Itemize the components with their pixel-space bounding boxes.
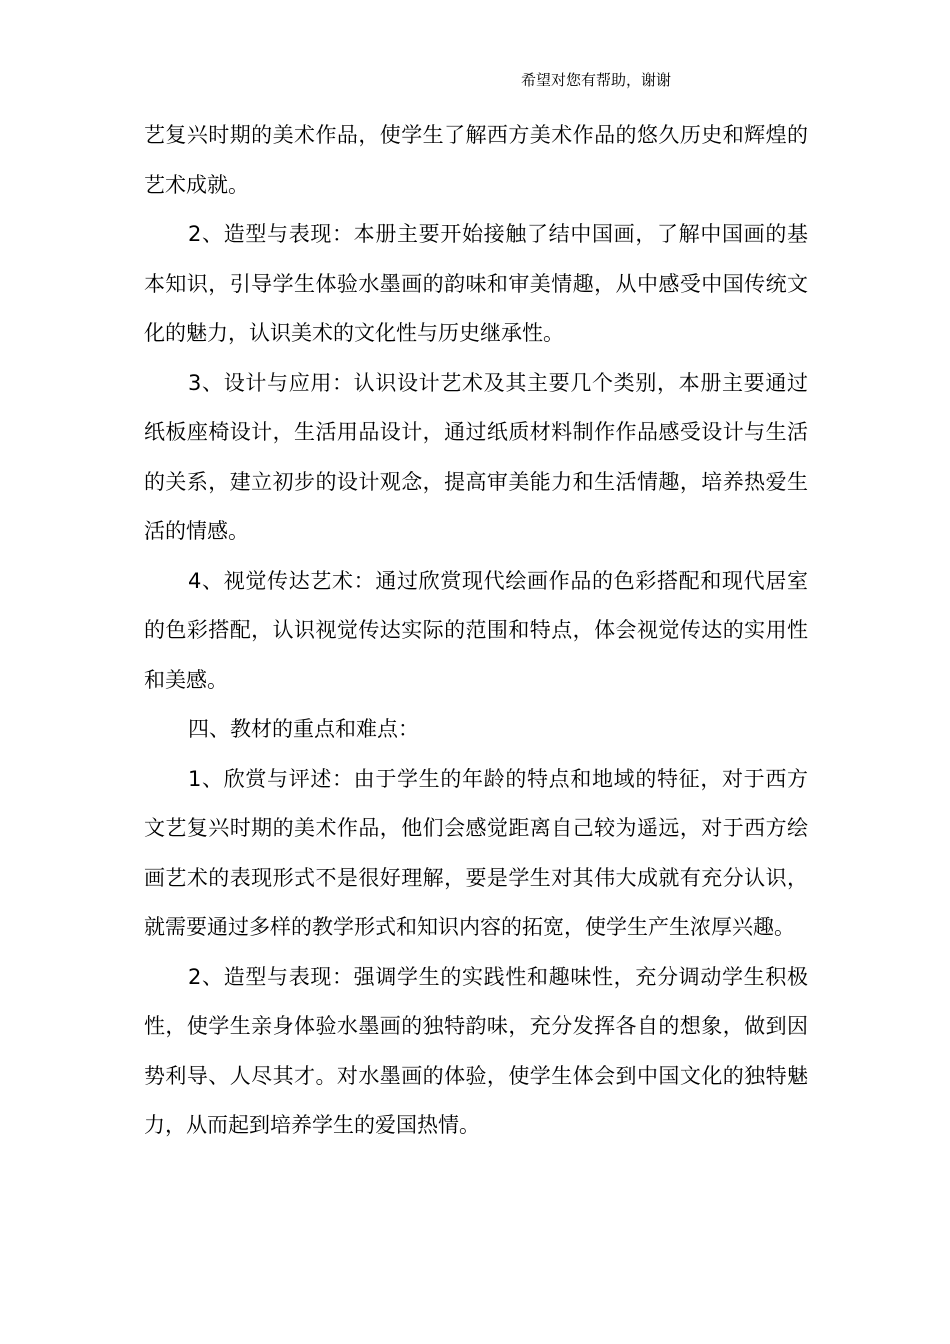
paragraph-1: 艺复兴时期的美术作品，使学生了解西方美术作品的悠久历史和辉煌的艺术成就。 xyxy=(144,123,808,197)
paragraph-2: 2、造型与表现：本册主要开始接触了结中国画，了解中国画的基本知识，引导学生体验水墨画的韵味和审美情趣，从中感受中国传统文化的魅力，认识美术的文化性与历史继承性。 xyxy=(144,222,808,345)
body-text xyxy=(144,111,808,1151)
paragraph-6: 2、造型与表现：强调学生的实践性和趣味性，充分调动学生积极性，使学生亲身体验水墨画的独特韵味，充分发挥各自的想象，做到因势利导、人尽其才。对水墨画的体验，使学生体会到中国文化的独特魅力，从而起到培养学生的爱国热情。 xyxy=(144,964,808,1137)
paragraph-3: 3、设计与应用：认识设计艺术及其主要几个类别，本册主要通过纸板座椅设计，生活用品设计，通过纸质材料制作作品感受设计与生活的关系，建立初步的设计观念，提高审美能力和生活情趣，培养热爱生活的情感。 xyxy=(144,370,808,543)
header-note: 希望对您有帮助，谢谢 xyxy=(521,71,672,89)
paragraph-4: 4、视觉传达艺术：通过欣赏现代绘画作品的色彩搭配和现代居室的色彩搭配，认识视觉传达实际的范围和特点，体会视觉传达的实用性和美感。 xyxy=(144,568,808,692)
paragraph-5: 1、欣赏与评述：由于学生的年龄的特点和地域的特征，对于西方文艺复兴时期的美术作品，他们会感觉距离自己较为遥远，对于西方绘画艺术的表现形式不是很好理解，要是学生对其伟大成就有充分认识，就需要通过多样的教学形式和知识内容的拓宽，使学生产生浓厚兴趣。 xyxy=(144,766,808,939)
section-heading: 四、教材的重点和难点： xyxy=(188,717,419,741)
